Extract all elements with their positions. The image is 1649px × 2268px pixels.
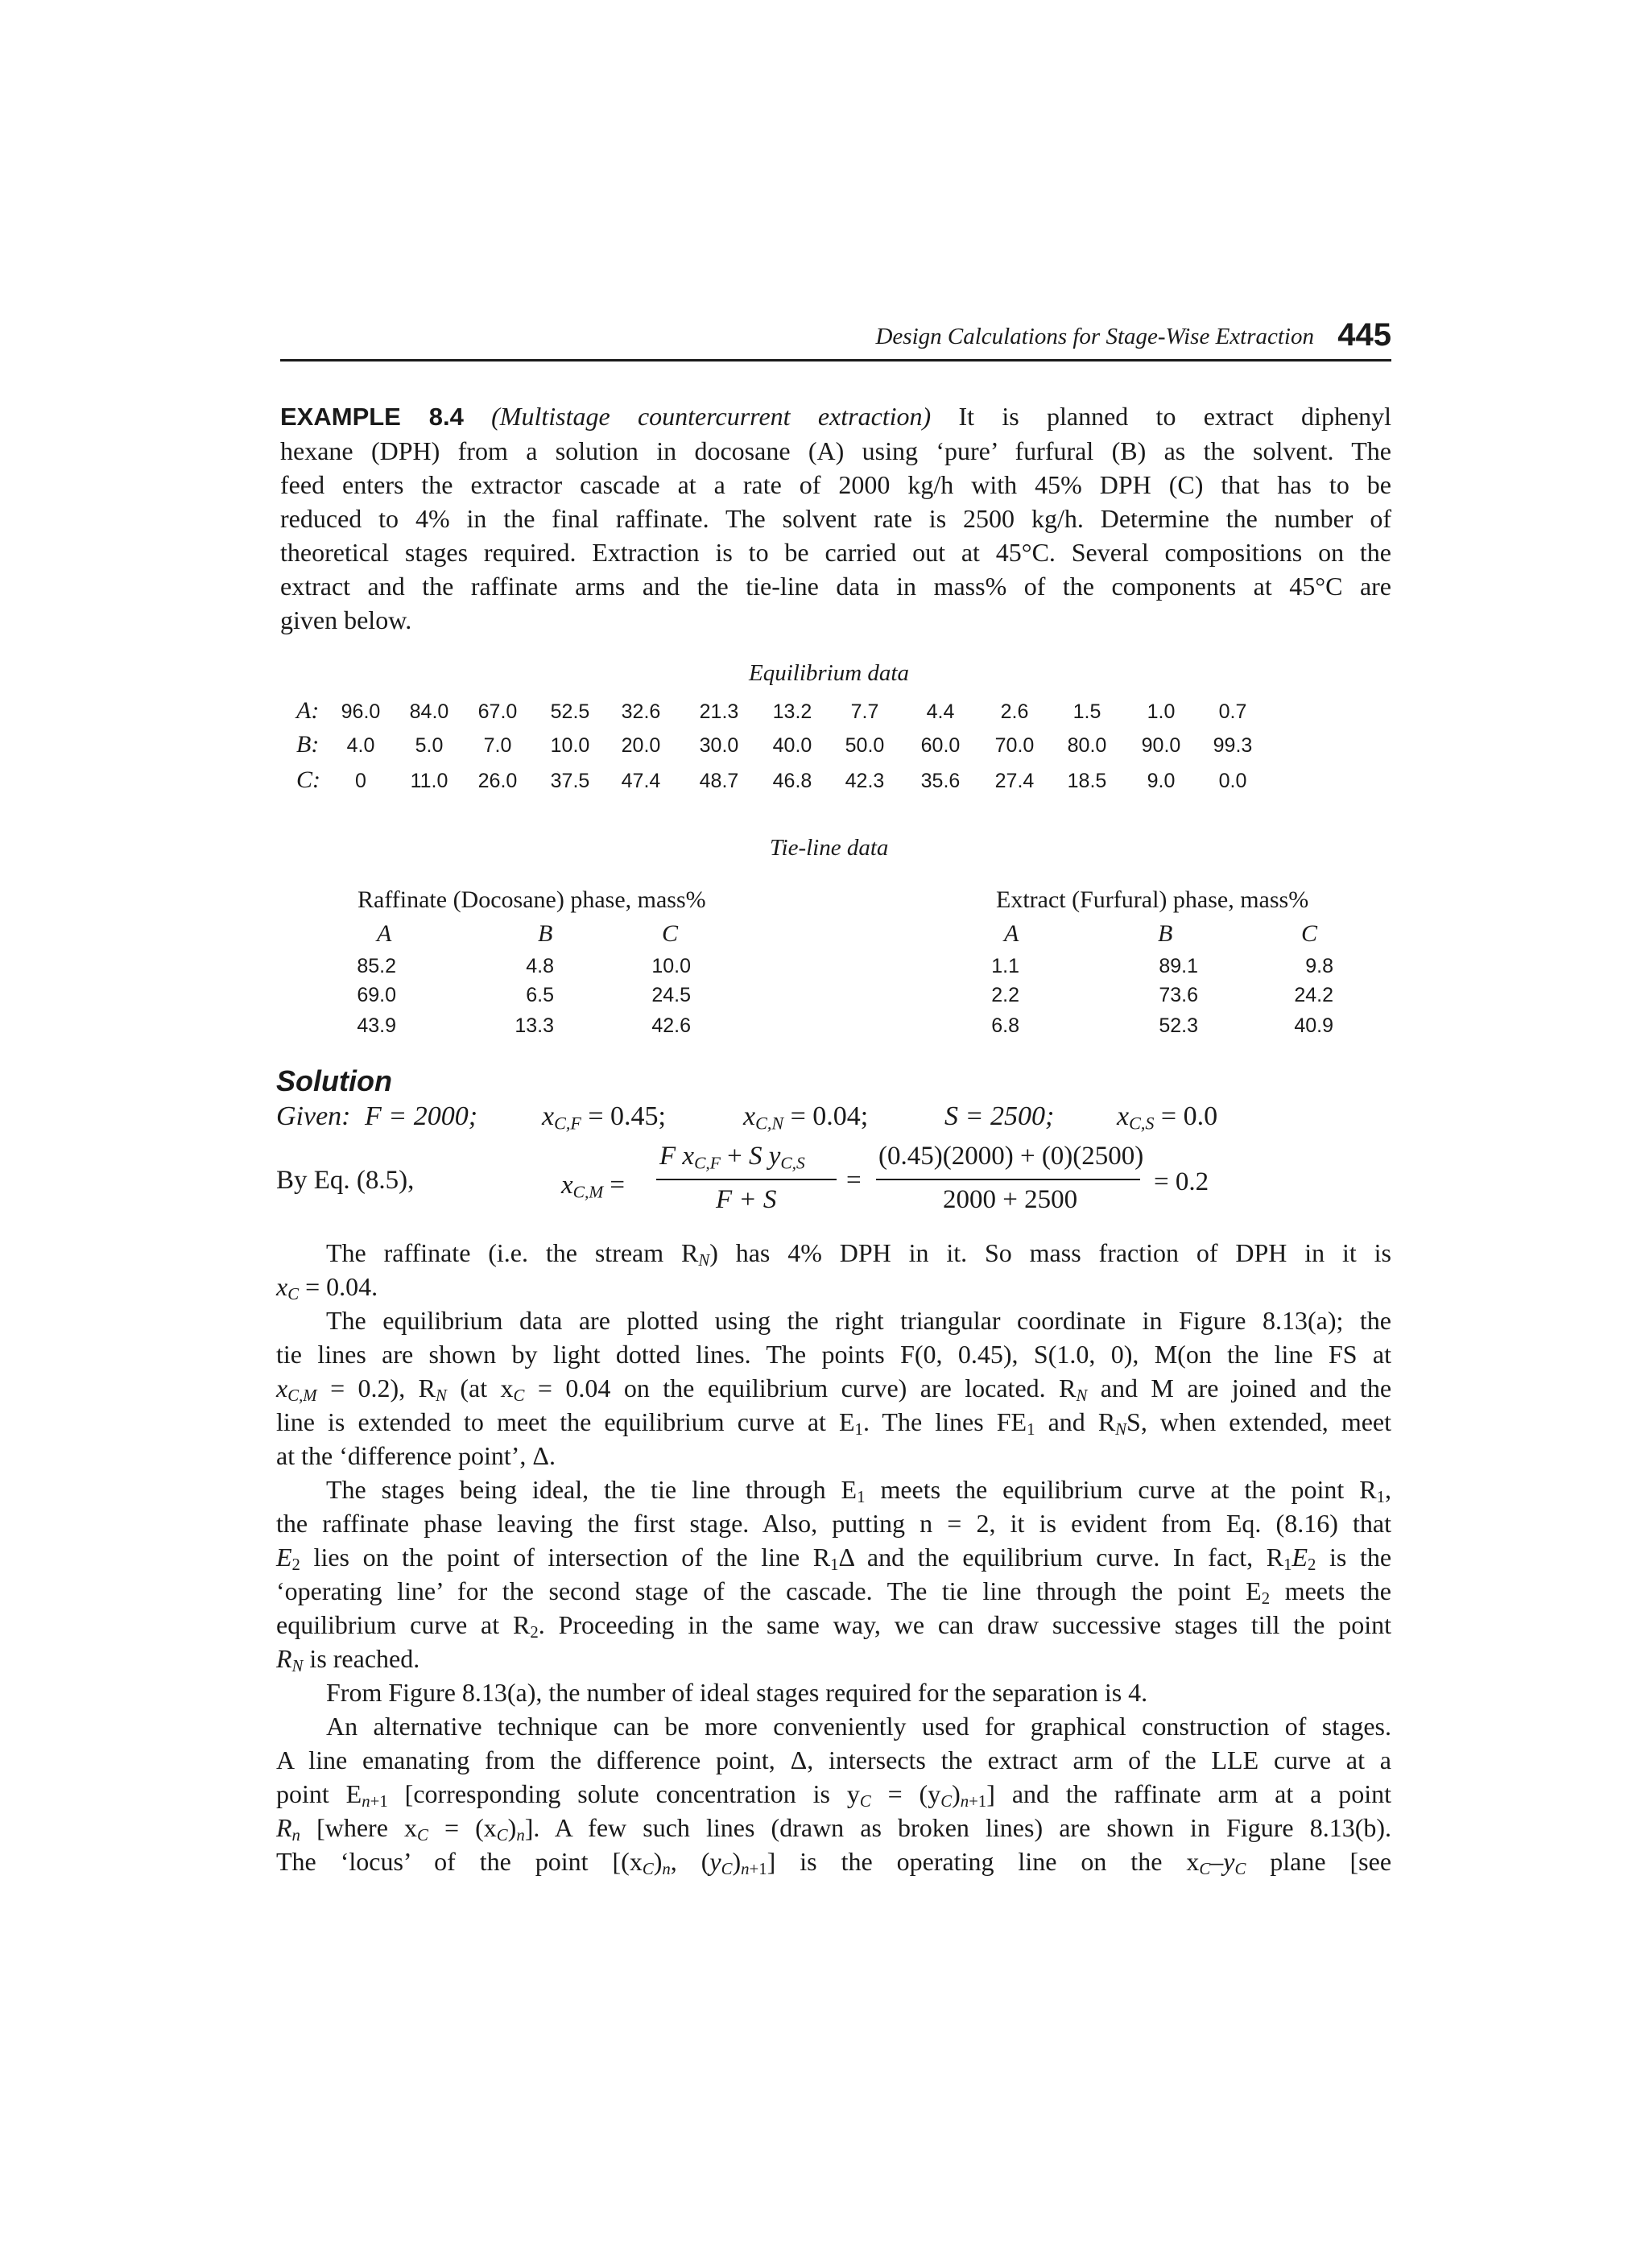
equilibrium-cell: 18.5 (1067, 770, 1107, 792)
raffinate-cell: 10.0 (651, 955, 691, 977)
row-label: A: (296, 697, 320, 724)
header-rule (280, 359, 1391, 361)
paragraph-line: equilibrium curve at $R_2$. Proceeding in the same way, we can draw successive stages till the point (276, 1610, 1392, 1642)
equilibrium-cell: 84.0 (409, 700, 449, 723)
extract-cell: 52.3 (1159, 1014, 1198, 1037)
equilibrium-cell: 5.0 (415, 734, 444, 757)
equilibrium-cell: 4.4 (926, 700, 955, 723)
example-subtitle: (Multistage countercurrent extraction) (491, 402, 932, 431)
equilibrium-cell: 40.0 (772, 734, 812, 757)
raffinate-cell: 24.5 (651, 984, 691, 1006)
paragraph-line: The equilibrium data are plotted using the right triangular coordinate in Figure 8.13(a); the (326, 1306, 1391, 1335)
equilibrium-cell: 21.3 (699, 700, 739, 723)
paragraph-line: $R_n$ [where $x_C = (x_C)_n$]. A few such lines (drawn as broken lines) are shown in Figure 8.13(b). (276, 1813, 1392, 1845)
paragraph-line: The raffinate (i.e. the stream $R_N$) has 4% DPH in it. So mass fraction of DPH in it is (326, 1238, 1391, 1270)
solution-heading: Solution (276, 1064, 392, 1097)
paragraph-line: $x_{C,M} = 0.2$), $R_N$ (at $x_C = 0.04$ on the equilibrium curve) are located. $R_N$ and M are joined and the (276, 1374, 1392, 1406)
raffinate-column-header: A (377, 920, 392, 947)
raffinate-cell: 6.5 (526, 984, 554, 1006)
paragraph-line: A line emanating from the difference point, Δ, intersects the extract arm of the LLE curve at a (276, 1745, 1391, 1774)
equilibrium-cell: 30.0 (699, 734, 739, 757)
equilibrium-cell: 7.7 (850, 700, 879, 723)
equilibrium-cell: 10.0 (550, 734, 590, 757)
eq-equals: = (846, 1166, 862, 1195)
raffinate-cell: 85.2 (357, 955, 396, 977)
given-xcs: $x_{C,S} = 0.0$ (1117, 1101, 1218, 1134)
paragraph-line: line is extended to meet the equilibrium curve at $E_1$. The lines $FE_1$ and $R_NS$, when extended, meet (276, 1407, 1392, 1440)
extract-cell: 1.1 (991, 955, 1019, 977)
raffinate-column-header: B (538, 920, 553, 947)
equilibrium-cell: 46.8 (772, 770, 812, 792)
eq-lhs: $x_{C,M}$ = (561, 1171, 626, 1202)
equilibrium-row (280, 731, 1391, 763)
equilibrium-cell: 37.5 (550, 770, 590, 792)
running-title: Design Calculations for Stage-Wise Extraction (875, 324, 1314, 349)
raffinate-column-header: C (662, 920, 679, 947)
example-text-line: It is planned to extract diphenyl (958, 402, 1392, 431)
extract-cell: 9.8 (1305, 955, 1333, 977)
equilibrium-cell: 9.0 (1147, 770, 1176, 792)
paragraph-line: $R_N$ is reached. (276, 1644, 420, 1676)
paragraph-line: $E_2$ lies on the point of intersection of the line $R_1\Delta$ and the equilibrium curve. In fact, $R_1E_2$ is the (276, 1543, 1392, 1575)
equilibrium-cell: 26.0 (477, 770, 518, 792)
equilibrium-cell: 13.2 (772, 700, 812, 723)
given-label: Given: (276, 1101, 351, 1131)
eq-reference: By Eq. (8.5), (276, 1166, 415, 1195)
example-text-line: extract and the raffinate arms and the tie-line data in mass% of the components at 45°C are (280, 572, 1391, 601)
equilibrium-cell: 90.0 (1141, 734, 1181, 757)
extract-cell: 89.1 (1159, 955, 1198, 977)
equilibrium-cell: 35.6 (920, 770, 961, 792)
equilibrium-cell: 80.0 (1067, 734, 1107, 757)
raffinate-cell: 69.0 (357, 984, 396, 1006)
paragraph-line: tie lines are shown by light dotted lines. The points F(0, 0.45), S(1.0, 0), M(on the line FS at (276, 1340, 1391, 1369)
extract-cell: 24.2 (1294, 984, 1333, 1006)
paragraph-line: the raffinate phase leaving the first stage. Also, putting n = 2, it is evident from Eq. (8.16) that (276, 1509, 1391, 1538)
extract-column-header: B (1158, 920, 1173, 947)
paragraph-line: The ‘locus’ of the point [$(x_C)_n$, $(y_C)_{n+1}$] is the operating line on the $x_C-y_C$ plane [see (276, 1847, 1392, 1879)
given-F: F = 2000; (365, 1101, 478, 1131)
eq-denominator: F + S (716, 1185, 777, 1214)
equilibrium-cell: 99.3 (1213, 734, 1253, 757)
row-label: B: (296, 731, 320, 758)
equilibrium-caption: Equilibrium data (749, 660, 909, 686)
fraction-bar (656, 1179, 837, 1180)
equilibrium-cell: 47.4 (621, 770, 661, 792)
paragraph-line: point $E_{n+1}$ [corresponding solute concentration is $y_C = (y_C)_{n+1}$] and the raffinate arm at a point (276, 1779, 1392, 1812)
example-statement (280, 399, 1391, 637)
extract-cell: 6.8 (991, 1014, 1019, 1037)
equilibrium-cell: 0.0 (1218, 770, 1247, 792)
eq-numerator: F $x_{C,F} + S$ $y_{C,S}$ (659, 1142, 805, 1173)
equilibrium-cell: 70.0 (994, 734, 1035, 757)
example-text-line: hexane (DPH) from a solution in docosane (A) using ‘pure’ furfural (B) as the solvent. The (280, 436, 1391, 465)
example-text-line: theoretical stages required. Extraction is to be carried out at 45°C. Several compositions on the (280, 538, 1391, 567)
equilibrium-cell: 48.7 (699, 770, 739, 792)
extract-column-header: C (1301, 920, 1318, 947)
equilibrium-row (280, 766, 1391, 799)
paragraph-line: The stages being ideal, the tie line through $E_1$ meets the equilibrium curve at the point $R_1$, (326, 1475, 1392, 1507)
equilibrium-cell: 4.0 (346, 734, 375, 757)
paragraph-line: $x_C = 0.04$. (276, 1272, 378, 1304)
given-S: S = 2500; (944, 1101, 1055, 1131)
raffinate-cell: 42.6 (651, 1014, 691, 1037)
equilibrium-cell: 27.4 (994, 770, 1035, 792)
equilibrium-cell: 20.0 (621, 734, 661, 757)
equilibrium-cell: 0 (355, 770, 366, 792)
body-text (276, 1236, 1391, 1878)
extract-cell: 73.6 (1159, 984, 1198, 1006)
raffinate-cell: 13.3 (515, 1014, 554, 1037)
example-text-line: reduced to 4% in the final raffinate. The solvent rate is 2500 kg/h. Determine the number of (280, 504, 1391, 533)
extract-cell: 40.9 (1294, 1014, 1333, 1037)
given-xcf: $x_{C,F} = 0.45$; (542, 1101, 666, 1134)
page-number: 445 (1337, 317, 1391, 353)
equilibrium-cell: 52.5 (550, 700, 590, 723)
fraction-bar (876, 1179, 1140, 1180)
mixing-equation (276, 1143, 1403, 1232)
extract-column-header: A (1004, 920, 1019, 947)
equilibrium-cell: 67.0 (477, 700, 518, 723)
equilibrium-cell: 32.6 (621, 700, 661, 723)
extract-cell: 2.2 (991, 984, 1019, 1006)
equilibrium-cell: 1.5 (1072, 700, 1101, 723)
equilibrium-cell: 42.3 (845, 770, 885, 792)
paragraph-line: at the ‘difference point’, Δ. (276, 1441, 556, 1470)
equilibrium-cell: 96.0 (341, 700, 381, 723)
equilibrium-cell: 1.0 (1147, 700, 1176, 723)
eq-numerator-values: (0.45)(2000) + (0)(2500) (878, 1142, 1144, 1171)
equilibrium-cell: 7.0 (483, 734, 512, 757)
equilibrium-cell: 2.6 (1000, 700, 1029, 723)
raffinate-cell: 43.9 (357, 1014, 396, 1037)
paragraph-line: ‘operating line’ for the second stage of the cascade. The tie line through the point $E_2$ meets the (276, 1576, 1392, 1609)
given-line (276, 1101, 1403, 1138)
eq-result: = 0.2 (1154, 1167, 1209, 1196)
example-text-line: given below. (280, 605, 412, 634)
eq-denominator-values: 2000 + 2500 (943, 1185, 1078, 1214)
given-xcn: $x_{C,N} = 0.04$; (743, 1101, 869, 1134)
equilibrium-cell: 50.0 (845, 734, 885, 757)
equilibrium-cell: 60.0 (920, 734, 961, 757)
running-header (280, 317, 1391, 361)
raffinate-cell: 4.8 (526, 955, 554, 977)
equilibrium-cell: 11.0 (410, 770, 448, 792)
paragraph-line: From Figure 8.13(a), the number of ideal stages required for the separation is 4. (326, 1678, 1148, 1707)
equilibrium-row (280, 697, 1391, 729)
equilibrium-cell: 0.7 (1218, 700, 1247, 723)
paragraph-line: An alternative technique can be more conveniently used for graphical construction of stages. (326, 1712, 1391, 1741)
example-text-line: feed enters the extractor cascade at a rate of 2000 kg/h with 45% DPH (C) that has to be (280, 470, 1391, 499)
row-label: C: (296, 766, 320, 793)
example-label: EXAMPLE 8.4 (280, 403, 464, 431)
raffinate-header: Raffinate (Docosane) phase, mass% (357, 886, 706, 913)
extract-header: Extract (Furfural) phase, mass% (996, 886, 1309, 913)
tieline-caption: Tie-line data (770, 835, 889, 861)
